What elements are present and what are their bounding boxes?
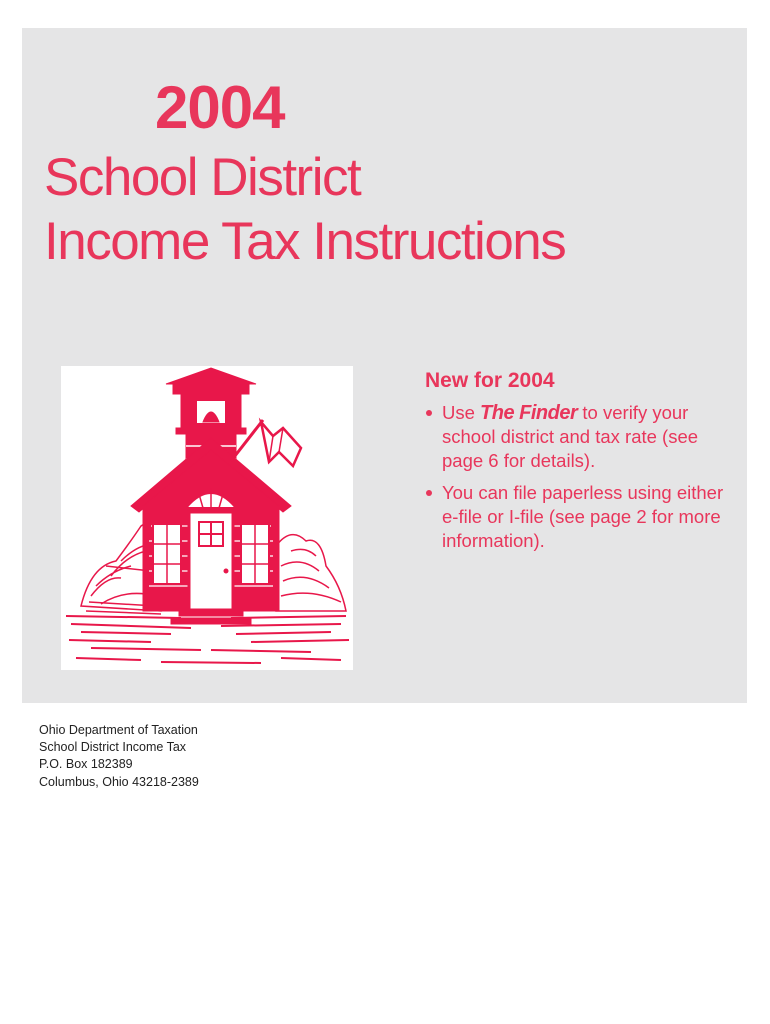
cover-title — [44, 146, 565, 274]
bullet-icon — [426, 490, 432, 496]
schoolhouse-illustration — [61, 366, 353, 670]
cover-year: 2004 — [155, 74, 285, 141]
new-for-2004-section — [425, 368, 725, 561]
address-line-2: School District Income Tax — [39, 740, 187, 755]
address-line-3: P.O. Box 182389 — [39, 757, 133, 772]
news-item-finder — [425, 401, 725, 473]
news-item-1-suffix: to verify your school district and tax rate (see page 6 for details). — [442, 402, 699, 471]
news-item-paperless — [425, 481, 725, 553]
address-line-4: Columbus, Ohio 43218-2389 — [39, 774, 199, 789]
news-item-2-text: You can file paperless using either e-file or I-file (see page 2 for more information). — [442, 482, 724, 551]
title-line-1: School District — [44, 148, 361, 207]
mailing-address — [39, 722, 199, 791]
bullet-icon — [426, 410, 432, 416]
title-line-2: Income Tax Instructions — [44, 212, 566, 271]
address-line-1: Ohio Department of Taxation — [39, 723, 198, 737]
the-finder-emphasis: The Finder — [480, 402, 578, 424]
news-heading: New for 2004 — [425, 369, 555, 392]
news-list — [425, 401, 725, 553]
news-item-1-prefix: Use — [442, 402, 481, 423]
schoolhouse-icon — [61, 366, 353, 670]
